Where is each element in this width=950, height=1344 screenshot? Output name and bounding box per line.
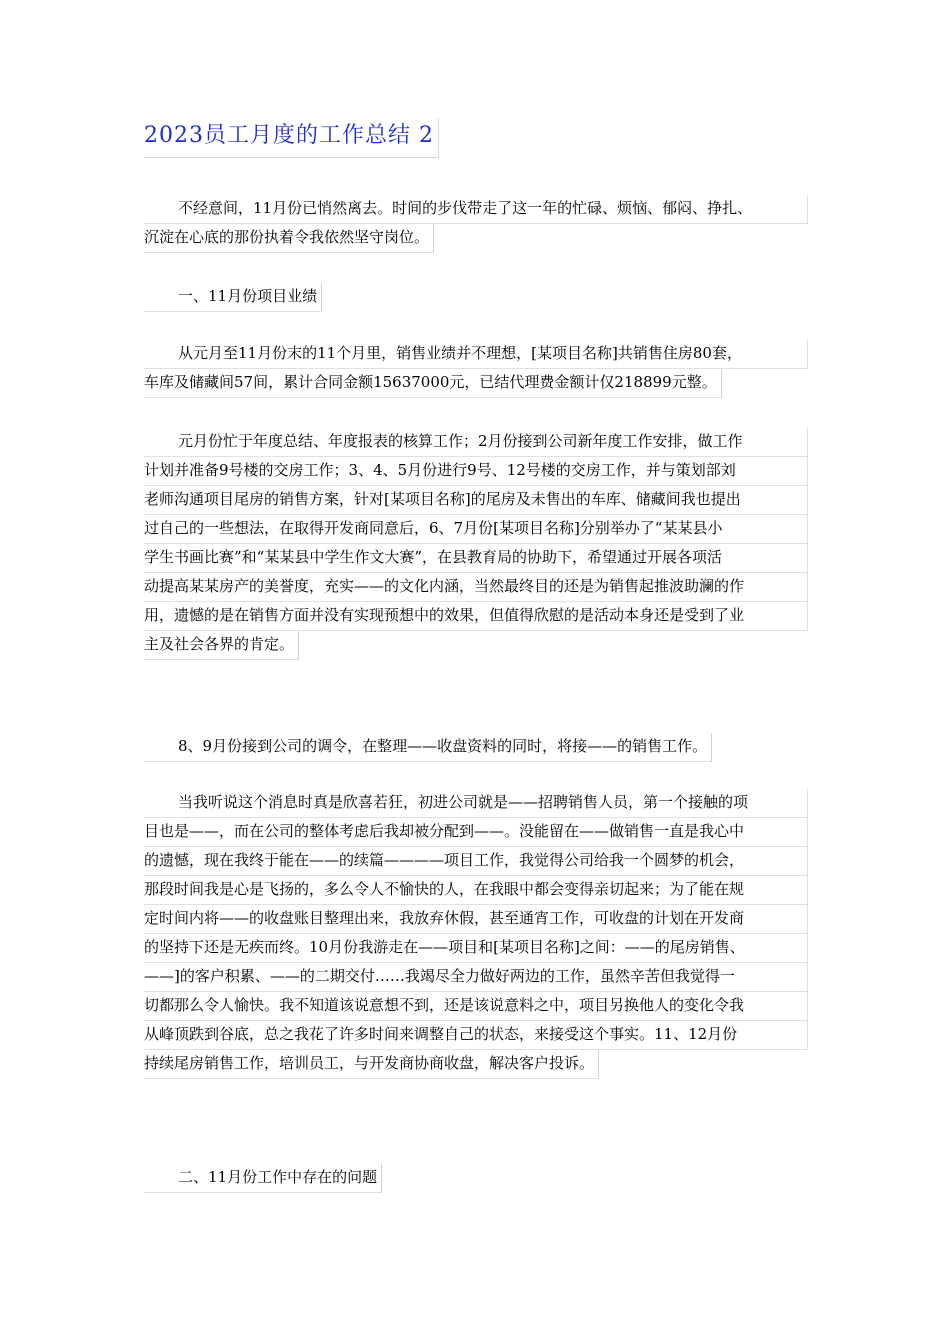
text-line: 的坚持下还是无疾而终。10月份我游走在——项目和[某项目名称]之间：——的尾房销售、: [144, 934, 808, 963]
text-line: 目也是——，而在公司的整体考虑后我却被分配到——。没能留在——做销售一直是我心中: [144, 818, 808, 847]
heading-text: 二、11月份工作中存在的问题: [144, 1164, 382, 1193]
text-line: 从峰顶跌到谷底，总之我花了许多时间来调整自己的状态，来接受这个事实。11、12月份: [144, 1021, 808, 1050]
paragraph-monthly-work: [144, 428, 808, 664]
text-line: 主及社会各界的肯定。: [144, 631, 299, 660]
text-line: 用，遗憾的是在销售方面并没有实现预想中的效果，但值得欣慰的是活动本身还是受到了业: [144, 602, 808, 631]
paragraph-intro: [144, 195, 808, 257]
section-heading-1: [144, 283, 322, 316]
text-line: 车库及储藏间57间，累计合同金额15637000元，已结代理费金额计仅218899元整。: [144, 369, 722, 398]
text-line: 8、9月份接到公司的调令，在整理——收盘资料的同时，将接——的销售工作。: [144, 733, 712, 762]
text-line: 动提高某某房产的美誉度，充实——的文化内涵，当然最终目的还是为销售起推波助澜的作: [144, 573, 808, 602]
text-line: 老师沟通项目尾房的销售方案，针对[某项目名称]的尾房及未售出的车库、储藏间我也提出: [144, 486, 808, 515]
text-line: 学生书画比赛”和“某某县中学生作文大赛”，在县教育局的协助下，希望通过开展各项活: [144, 544, 808, 573]
section-heading-2: [144, 1164, 382, 1197]
text-line: 当我听说这个消息时真是欣喜若狂，初进公司就是——招聘销售人员，第一个接触的项: [144, 789, 808, 818]
text-line: 的遗憾，现在我终于能在——的续篇————项目工作，我觉得公司给我一个圆梦的机会，: [144, 847, 808, 876]
paragraph-transfer: [144, 733, 712, 766]
text-line: 从元月至11月份末的11个月里，销售业绩并不理想，[某项目名称]共销售住房80套，: [144, 340, 808, 369]
text-line: 那段时间我是心是飞扬的，多么令人不愉快的人，在我眼中都会变得亲切起来；为了能在规: [144, 876, 808, 905]
text-line: 定时间内将——的收盘账目整理出来，我放弃休假，甚至通宵工作，可收盘的计划在开发商: [144, 905, 808, 934]
text-line: 沉淀在心底的那份执着令我依然坚守岗位。: [144, 224, 434, 253]
text-line: 切都那么令人愉快。我不知道该说意想不到，还是该说意料之中，项目另换他人的变化令我: [144, 992, 808, 1021]
document-title: 2023员工月度的工作总结 2: [144, 118, 439, 158]
paragraph-new-project: [144, 789, 808, 1083]
paragraph-performance: [144, 340, 808, 402]
text-line: 计划并准备9号楼的交房工作；3、4、5月份进行9号、12号楼的交房工作，并与策划部刘: [144, 457, 808, 486]
text-line: ——]的客户积累、——的二期交付……我竭尽全力做好两边的工作，虽然辛苦但我觉得一: [144, 963, 808, 992]
text-line: 元月份忙于年度总结、年度报表的核算工作；2月份接到公司新年度工作安排，做工作: [144, 428, 808, 457]
text-line: 不经意间，11月份已悄然离去。时间的步伐带走了这一年的忙碌、烦恼、郁闷、挣扎、: [144, 195, 808, 224]
text-line: 过自己的一些想法，在取得开发商同意后，6、7月份[某项目名称]分别举办了“某某县小: [144, 515, 808, 544]
heading-text: 一、11月份项目业绩: [144, 283, 322, 312]
text-line: 持续尾房销售工作，培训员工，与开发商协商收盘，解决客户投诉。: [144, 1050, 599, 1079]
